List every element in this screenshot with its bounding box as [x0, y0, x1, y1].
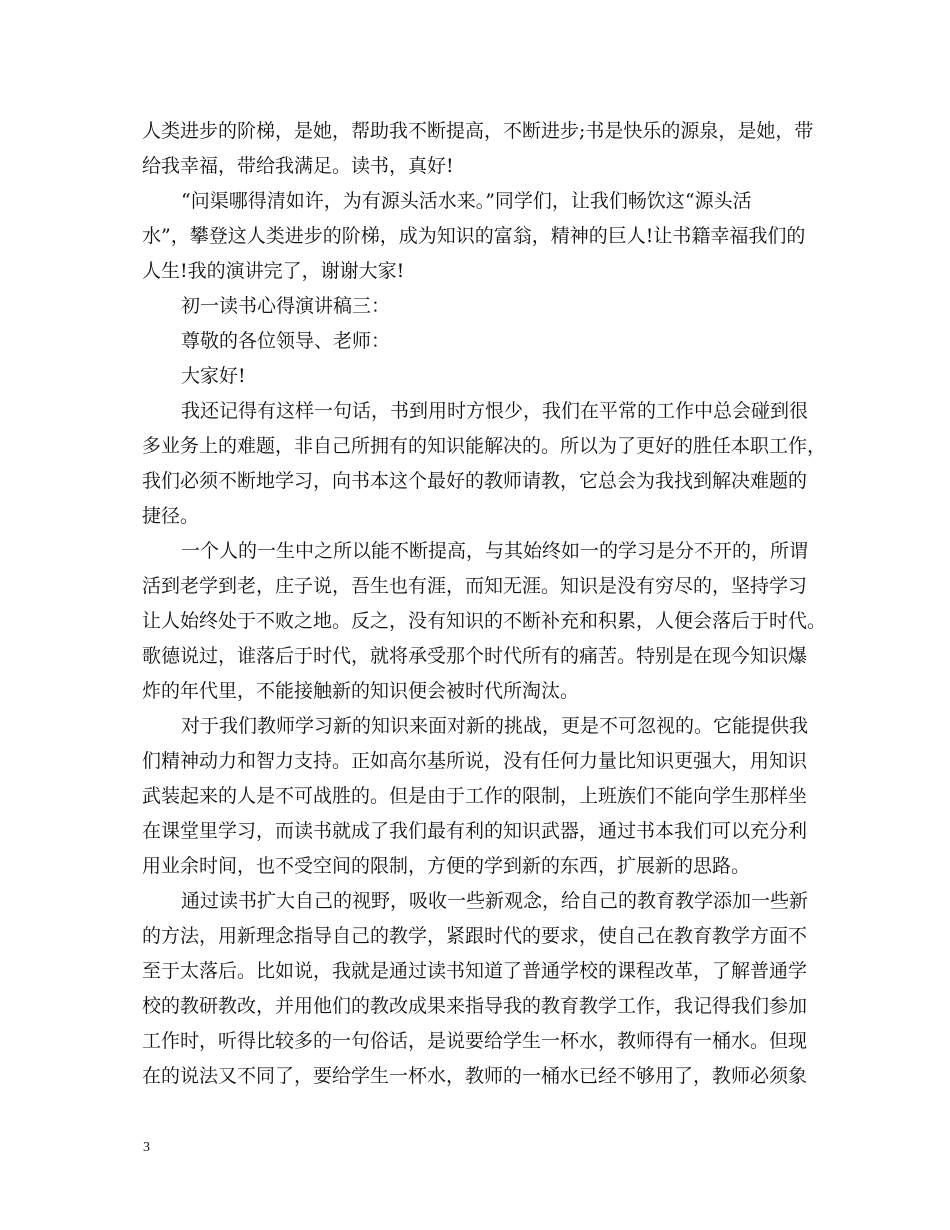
greeting: 大家好! — [181, 365, 246, 387]
text-line: 人生!我的演讲完了，谢谢大家! — [142, 260, 405, 282]
text-line: 们精神动力和智力支持。正如高尔基所说，没有任何力量比知识更强大，用知识 — [142, 750, 808, 772]
text-line: 一个人的一生中之所以能不断提高，与其始终如一的学习是分不开的，所谓 — [181, 540, 809, 562]
text-line: 人类进步的阶梯，是她，帮助我不断提高，不断进步;书是快乐的源泉，是她，带 — [142, 120, 814, 142]
text-line: 武装起来的人是不可战胜的。但是由于工作的限制，上班族们不能向学生那样坐 — [142, 785, 808, 807]
text-line: 用业余时间，也不受空间的限制，方便的学到新的东西，扩展新的思路。 — [142, 855, 751, 877]
text-line: “问渠哪得清如许，为有源头活水来。”同学们，让我们畅饮这“源头活 — [181, 190, 752, 212]
salutation: 尊敬的各位领导、老师： — [181, 330, 391, 352]
section-heading: 初一读书心得演讲稿三： — [181, 295, 391, 317]
text-line: 的方法，用新理念指导自己的教学，紧跟时代的要求，使自己在教育教学方面不 — [142, 925, 808, 947]
text-line: 在的说法又不同了，要给学生一杯水，教师的一桶水已经不够用了，教师必须象 — [142, 1065, 808, 1087]
text-line: 校的教研教改，并用他们的教改成果来指导我的教育教学工作，我记得我们参加 — [142, 995, 808, 1017]
text-line: 多业务上的难题，非自己所拥有的知识能解决的。所以为了更好的胜任本职工作， — [142, 435, 827, 457]
text-line: 我还记得有这样一句话，书到用时方恨少，我们在平常的工作中总会碰到很 — [181, 400, 809, 422]
text-line: 工作时，听得比较多的一句俗话，是说要给学生一杯水，教师得有一桶水。但现 — [142, 1030, 808, 1052]
text-line: 在课堂里学习，而读书就成了我们最有利的知识武器，通过书本我们可以充分利 — [142, 820, 808, 842]
text-line: 炸的年代里，不能接触新的知识便会被时代所淘汰。 — [142, 680, 580, 702]
page-number: 3 — [143, 1140, 150, 1155]
text-line: 歌德说过，谁落后于时代，就将承受那个时代所有的痛苦。特别是在现今知识爆 — [142, 645, 808, 667]
text-line: 给我幸福，带给我满足。读书，真好! — [142, 155, 454, 177]
text-line: 我们必须不断地学习，向书本这个最好的教师请教，它总会为我找到解决难题的 — [142, 470, 808, 492]
text-line: 让人始终处于不败之地。反之，没有知识的不断补充和积累，人便会落后于时代。 — [142, 610, 827, 632]
text-line: 通过读书扩大自己的视野，吸收一些新观念，给自己的教育教学添加一些新 — [181, 890, 809, 912]
text-line: 活到老学到老，庄子说，吾生也有涯，而知无涯。知识是没有穷尽的，坚持学习 — [142, 575, 808, 597]
text-line: 水”，攀登这人类进步的阶梯，成为知识的富翁，精神的巨人!让书籍幸福我们的 — [142, 225, 806, 247]
text-line: 至于太落后。比如说，我就是通过读书知道了普通学校的课程改革，了解普通学 — [142, 960, 808, 982]
text-line: 捷径。 — [142, 505, 200, 527]
text-line: 对于我们教师学习新的知识来面对新的挑战，更是不可忽视的。它能提供我 — [181, 715, 809, 737]
